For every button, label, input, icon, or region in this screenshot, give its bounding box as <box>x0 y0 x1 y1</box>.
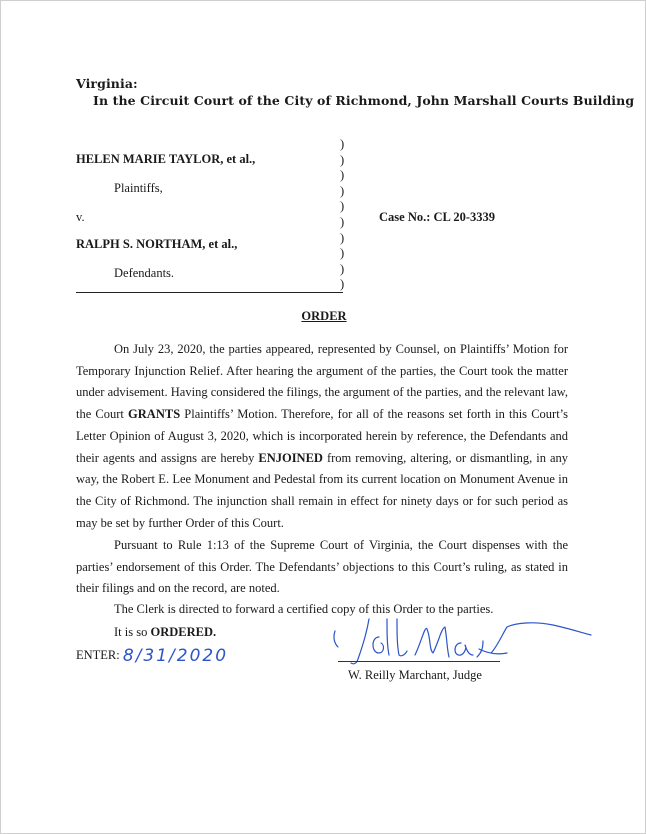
p1-text-b: Plaintiffs’ Motion. Therefore, for all of the reasons set forth in this Court’s Letter Opinion of August 3, 2020, which is incorporated herein by reference, the Defendants and their agents and assigns are hereby <box>76 407 569 465</box>
case-number-label: Case No.: <box>379 210 431 224</box>
case-number: CL 20-3339 <box>433 210 495 224</box>
paren: ) <box>340 277 345 292</box>
paren: ) <box>340 183 345 198</box>
signature-line <box>338 661 500 662</box>
order-paragraph-3: The Clerk is directed to forward a certified copy of this Order to the parties. <box>114 602 494 616</box>
caption-parentheses <box>340 137 344 293</box>
ordered-keyword: ORDERED. <box>150 625 217 639</box>
state-heading: Virginia: <box>76 76 138 91</box>
judge-name: W. Reilly Marchant, Judge <box>348 668 482 682</box>
enter-label: ENTER: <box>76 648 120 662</box>
enter-line <box>76 644 228 664</box>
order-paragraph-2: Pursuant to Rule 1:13 of the Supreme Court of Virginia, the Court dispenses with the parties’ endorsement of this Order. The Defendants’ objections to this Court’s ruling, as stated in their filings and on the record, are noted. <box>76 538 568 596</box>
p1-text-a: On July 23, 2020, the parties appeared, represented by Counsel, on Plaintiffs’ Motion for Temporary Injunction Relief. After hearing the argument of the parties, the Court took the matter under advisement. Having considered the filings, the argument of the parties, and the relevant law, the Court <box>76 342 568 422</box>
case-number-block <box>379 210 495 225</box>
paren: ) <box>340 137 345 151</box>
plaintiff-name: HELEN MARIE TAYLOR, et al., <box>76 152 256 166</box>
versus-label: v. <box>76 210 85 224</box>
order-paragraph-1 <box>76 339 568 534</box>
defendant-name: RALPH S. NORTHAM, et al., <box>76 237 238 251</box>
court-heading: In the Circuit Court of the City of Richmond, John Marshall Courts Building <box>93 93 635 108</box>
ordered-line <box>114 625 216 640</box>
enjoined-keyword: ENJOINED <box>258 450 323 465</box>
p1-text-c: from removing, altering, or dismantling, in any way, the Robert E. Lee Monument and Pedestal from its current location on Monument Avenue in the City of Richmond. The injunction shall remain in effect for ninety days or for such period as may be set by further Order of this Court. <box>76 450 569 530</box>
caption-rule <box>76 292 343 293</box>
paren: ) <box>340 152 345 167</box>
plaintiff-role: Plaintiffs, <box>114 181 163 195</box>
judge-signature-icon <box>321 613 601 673</box>
paren: ) <box>340 214 345 229</box>
ordered-lead: It is so <box>114 625 148 639</box>
order-title: ORDER <box>301 309 347 323</box>
defendant-role: Defendants. <box>114 266 175 280</box>
paren: ) <box>340 168 345 183</box>
enter-date: 8/31/2020 <box>122 646 229 666</box>
paren: ) <box>340 246 345 261</box>
paren: ) <box>340 199 345 214</box>
paren: ) <box>340 230 345 245</box>
grants-keyword: GRANTS <box>128 407 181 422</box>
paren: ) <box>340 261 345 276</box>
